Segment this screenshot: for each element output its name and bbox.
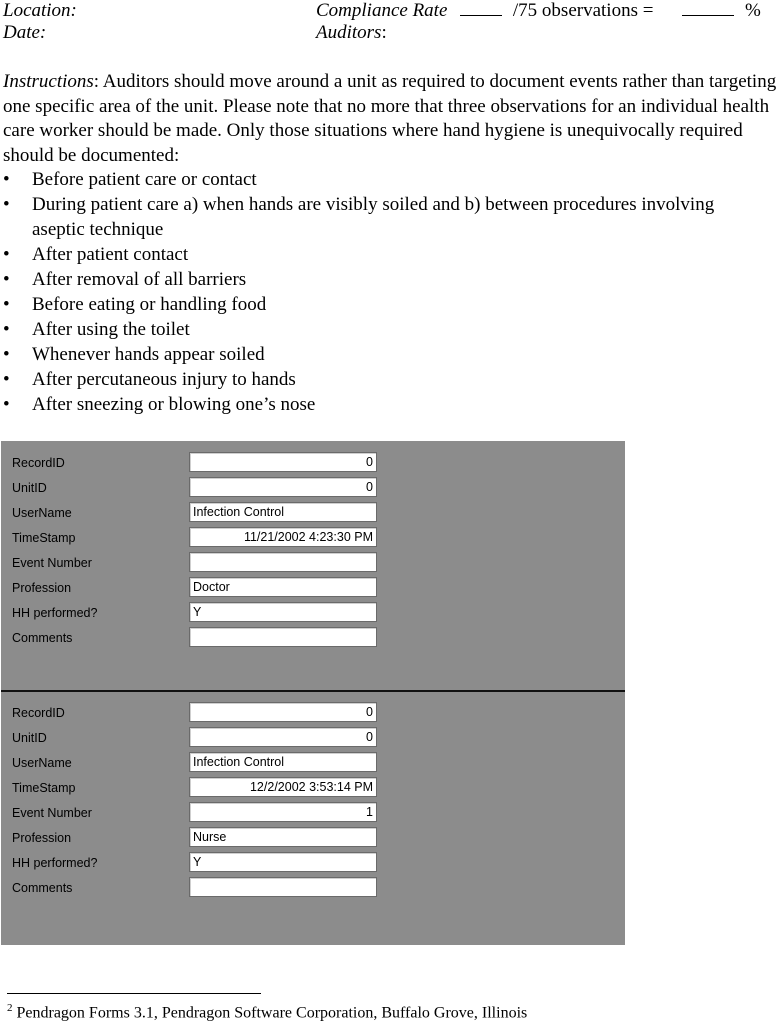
list-item: • After patient contact (3, 244, 189, 265)
comments-label: Comments (12, 881, 73, 895)
profession-label: Profession (12, 831, 72, 845)
footnote-marker: 2 (7, 1002, 13, 1014)
footnote-separator (7, 993, 261, 994)
hh-performed-field[interactable]: Y (189, 602, 377, 622)
unit-id-field[interactable]: 0 (189, 477, 377, 497)
record-id-field[interactable]: 0 (189, 452, 377, 472)
list-item: • Before patient care or contact (3, 169, 257, 190)
form-row (1, 802, 625, 824)
form-row (1, 477, 625, 499)
observations-text: /75 observations = (512, 0, 654, 21)
profession-field[interactable]: Doctor (189, 577, 377, 597)
hh-performed-field[interactable]: Y (189, 852, 377, 872)
compliance-rate-line (316, 0, 761, 22)
form-row (1, 452, 625, 474)
bullet-icon: • (3, 319, 10, 340)
auditors-label: Auditors (316, 22, 382, 43)
compliance-rate-label: Compliance Rate (316, 0, 448, 21)
hh-performed-label: HH performed? (12, 606, 98, 620)
footnote (7, 1002, 527, 1022)
record-id-label: RecordID (12, 706, 65, 720)
event-number-field[interactable]: 1 (189, 802, 377, 822)
record-id-field[interactable]: 0 (189, 702, 377, 722)
hh-performed-label: HH performed? (12, 856, 98, 870)
form-row (1, 727, 625, 749)
timestamp-field[interactable]: 11/21/2002 4:23:30 PM (189, 527, 377, 547)
profession-field[interactable]: Nurse (189, 827, 377, 847)
bullet-icon: • (3, 244, 10, 265)
compliance-result-blank[interactable] (682, 1, 734, 16)
event-number-label: Event Number (12, 806, 92, 820)
record-form-1 (1, 441, 625, 691)
unit-id-field[interactable]: 0 (189, 727, 377, 747)
event-number-field[interactable] (189, 552, 377, 572)
footnote-text: Pendragon Forms 3.1, Pendragon Software Corporation, Buffalo Grove, Illinois (12, 1004, 528, 1022)
user-name-label: UserName (12, 756, 72, 770)
list-item: • During patient care a) when hands are visibly soiled and b) between procedures involving aseptic technique (3, 194, 715, 240)
auditors-line (316, 22, 387, 44)
form-row (1, 777, 625, 799)
form-row (1, 852, 625, 874)
comments-label: Comments (12, 631, 73, 645)
instructions-paragraph (3, 70, 781, 168)
comments-field[interactable] (189, 877, 377, 897)
bullet-icon: • (3, 269, 10, 290)
auditors-colon: : (381, 22, 387, 43)
comments-field[interactable] (189, 627, 377, 647)
form-row (1, 577, 625, 599)
instructions-label: Instructions (3, 71, 94, 92)
compliance-numerator-blank[interactable] (460, 1, 502, 16)
location-label: Location: (3, 0, 77, 21)
timestamp-label: TimeStamp (12, 781, 76, 795)
form-row (1, 602, 625, 624)
form-row (1, 702, 625, 724)
timestamp-label: TimeStamp (12, 531, 76, 545)
form-row (1, 827, 625, 849)
bullet-icon: • (3, 394, 10, 415)
bullet-icon: • (3, 194, 10, 215)
profession-label: Profession (12, 581, 72, 595)
record-form-2 (1, 692, 625, 945)
list-item: • After sneezing or blowing one’s nose (3, 394, 316, 415)
form-row (1, 752, 625, 774)
list-item: • Before eating or handling food (3, 294, 267, 315)
form-row (1, 527, 625, 549)
form-row (1, 502, 625, 524)
unit-id-label: UnitID (12, 481, 47, 495)
form-row (1, 627, 625, 649)
bullet-icon: • (3, 344, 10, 365)
bullet-icon: • (3, 369, 10, 390)
user-name-label: UserName (12, 506, 72, 520)
event-number-label: Event Number (12, 556, 92, 570)
date-label: Date: (3, 22, 47, 43)
list-item: • Whenever hands appear soiled (3, 344, 265, 365)
bullet-icon: • (3, 294, 10, 315)
list-item: • After using the toilet (3, 319, 190, 340)
instructions-text: : Auditors should move around a unit as required to document events rather than targeting one specific area of the unit. Please note that no more that three observations for an individual health care worker should be made. Only those situations where hand hygiene is unequivocally required should be documented: (3, 71, 777, 166)
unit-id-label: UnitID (12, 731, 47, 745)
list-item: • After percutaneous injury to hands (3, 369, 296, 390)
user-name-field[interactable]: Infection Control (189, 752, 377, 772)
hand-hygiene-situations-list (3, 167, 723, 417)
list-item: • After removal of all barriers (3, 269, 247, 290)
percent-sign: % (744, 0, 761, 21)
form-row (1, 877, 625, 899)
bullet-icon: • (3, 169, 10, 190)
user-name-field[interactable]: Infection Control (189, 502, 377, 522)
record-id-label: RecordID (12, 456, 65, 470)
timestamp-field[interactable]: 12/2/2002 3:53:14 PM (189, 777, 377, 797)
form-row (1, 552, 625, 574)
